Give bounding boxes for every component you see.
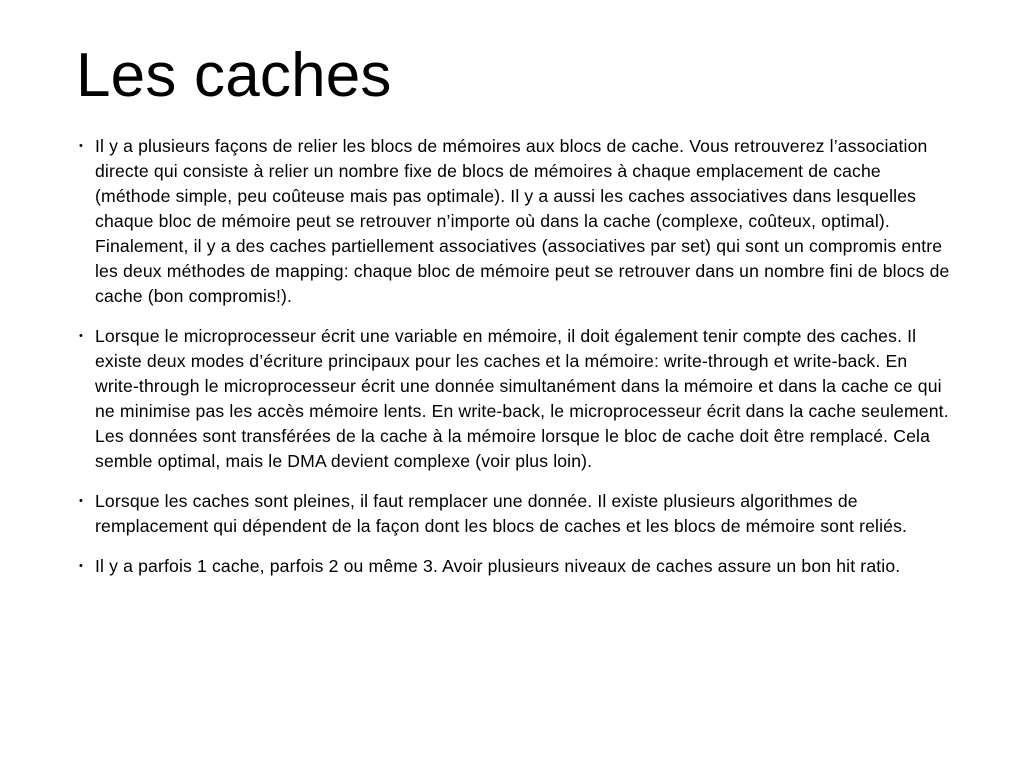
bullet-dot-icon: • <box>79 140 84 152</box>
bullet-item-3 <box>76 489 956 539</box>
bullet-dot-icon: • <box>79 495 84 507</box>
bullet-item-4 <box>76 554 956 579</box>
slide-title: Les caches <box>76 41 392 110</box>
bullet-dot-icon: • <box>79 560 84 572</box>
bullet-text-4: Il y a parfois 1 cache, parfois 2 ou même 3. Avoir plusieurs niveaux de caches assure un bon hit ratio. <box>95 556 901 576</box>
bullet-item-1 <box>76 134 956 309</box>
bullet-text-2: Lorsque le microprocesseur écrit une variable en mémoire, il doit également tenir compte des caches. Il existe deux modes d’écriture principaux pour les caches et la mémoire: write-through et write-back. En write-through le microprocesseur écrit une donnée simultanément dans la mémoire et dans la cache ce qui ne minimise pas les accès mémoire lents. En write-back, le microprocesseur écrit dans la cache seulement. Les données sont transférées de la cache à la mémoire lorsque le bloc de cache doit être remplacé. Cela semble optimal, mais le DMA devient complexe (voir plus loin). <box>95 326 949 471</box>
bullet-text-3: Lorsque les caches sont pleines, il faut remplacer une donnée. Il existe plusieurs algorithmes de remplacement qui dépendent de la façon dont les blocs de caches et les blocs de mémoire sont reliés. <box>95 491 908 536</box>
bullet-list <box>76 134 956 594</box>
bullet-dot-icon: • <box>79 330 84 342</box>
bullet-text-1: Il y a plusieurs façons de relier les blocs de mémoires aux blocs de cache. Vous retrouverez l’association directe qui consiste à relier un nombre fixe de blocs de mémoires à chaque emplacement de cache (méthode simple, peu coûteuse mais pas optimale). Il y a aussi les caches associatives dans lesquelles chaque bloc de mémoire peut se retrouver n’importe où dans la cache (complexe, coûteux, optimal). Finalement, il y a des caches partiellement associatives (associatives par set) qui sont un compromis entre les deux méthodes de mapping: chaque bloc de mémoire peut se retrouver dans un nombre fini de blocs de cache (bon compromis!). <box>95 136 950 306</box>
bullet-item-2 <box>76 324 956 474</box>
